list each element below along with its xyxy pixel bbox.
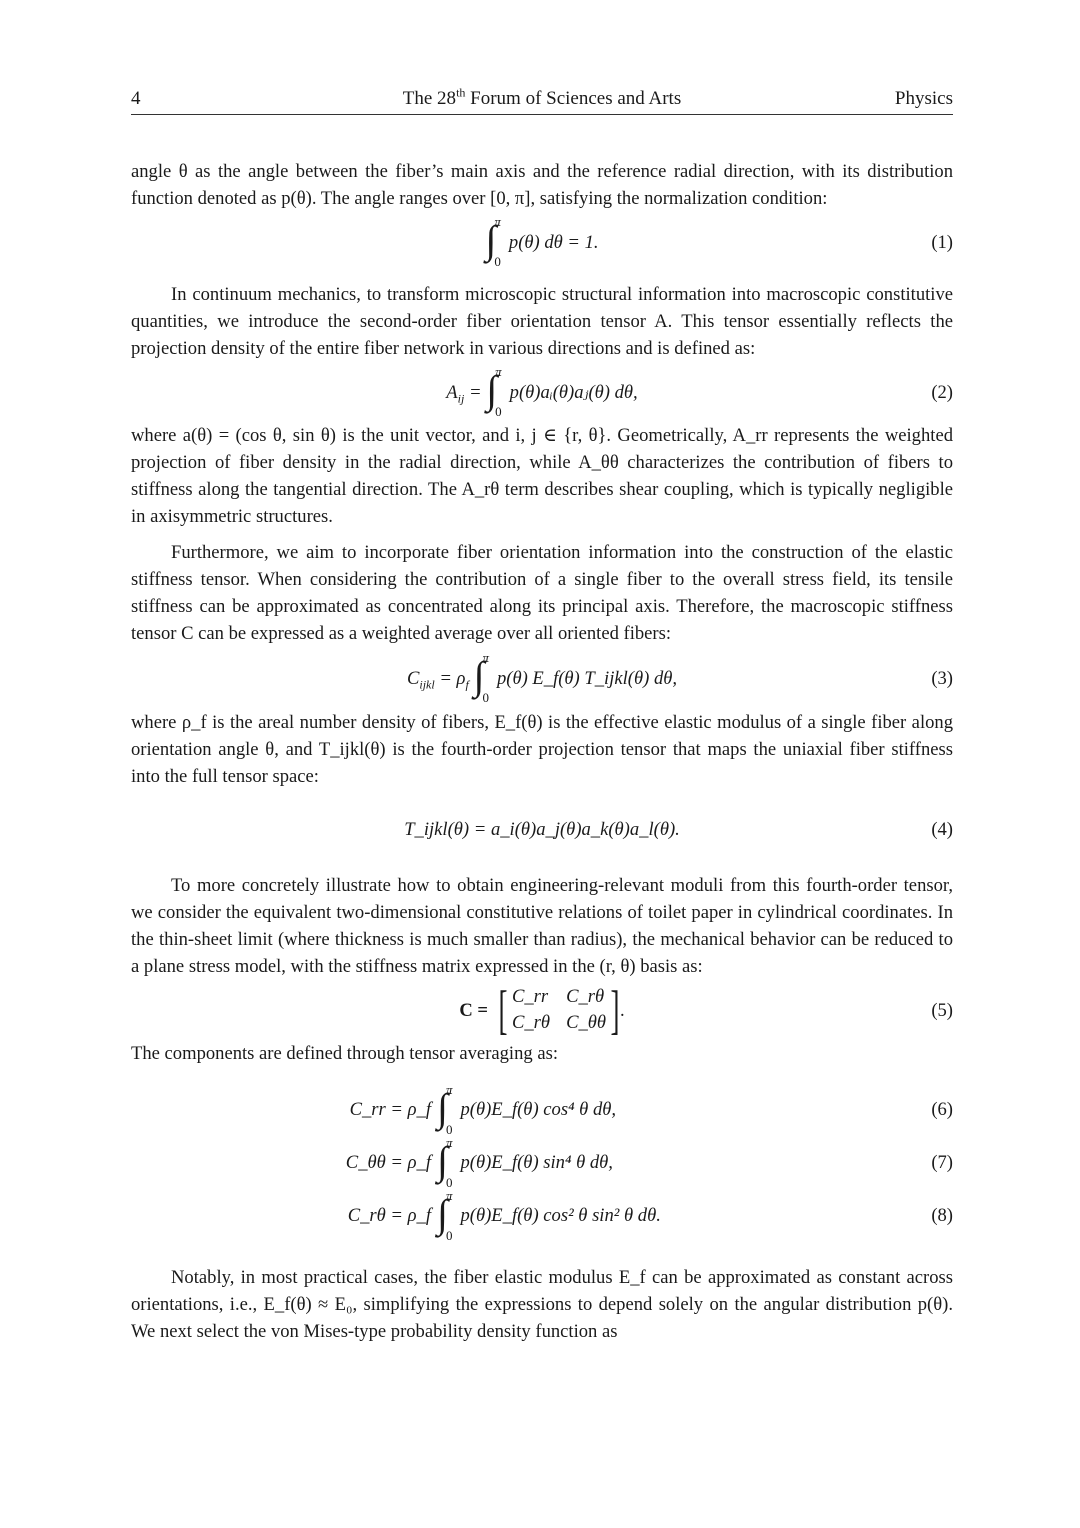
equation-3-lhs: $C_{ijkl} = \rho_f$ xyxy=(406,667,469,692)
upper-limit: π xyxy=(495,364,502,379)
header-section: Physics xyxy=(894,88,953,109)
header-title-sup: th xyxy=(456,85,466,100)
upper-limit: π xyxy=(494,214,501,229)
equation-8 xyxy=(131,1189,953,1242)
paragraph-8: Notably, in most practical cases, the fiber elastic modulus E_f can be approximated as constant across orientations, i.e., E_f(θ) ≈ E₀, simplifying the expressions to depend solely on the angular distribution p(θ). We next select the von Mises-type probability density function as xyxy=(131,1267,953,1342)
upper-limit: π xyxy=(482,650,489,665)
equation-6-body: p(θ)E_f(θ) cos⁴ θ dθ, xyxy=(460,1099,617,1120)
equation-2-body: p(θ)aᵢ(θ)aⱼ(θ) dθ, xyxy=(509,381,638,403)
equation-2 xyxy=(131,362,953,422)
integral-sign: ∫ xyxy=(437,1084,448,1130)
equation-3-lhs-symbol: C xyxy=(406,667,420,689)
header-title-post: Forum of Sciences and Arts xyxy=(465,88,682,109)
equation-3-lhs-sub: ijkl xyxy=(419,677,435,692)
upper-limit: π xyxy=(445,1187,453,1203)
paragraph-5: where ρ_f is the areal number density of fibers, E_f(θ) is the effective elastic modulus of a single fiber along orientation angle θ, and T_ijkl(θ) is the fourth-order projection tensor that maps the uniaxial fiber stiffness into the full tensor space: xyxy=(131,712,953,787)
equation-8-lhs: C_rθ = ρ_f xyxy=(347,1205,431,1226)
right-bracket: ] xyxy=(610,980,620,1040)
integral-sign: ∫ xyxy=(437,1137,448,1183)
equation-3-body: p(θ) E_f(θ) T_ijkl(θ) dθ, xyxy=(496,667,678,689)
paragraph-6: To more concretely illustrate how to obtain engineering-relevant moduli from this fourth-order tensor, we consider the equivalent two-dimensional constitutive relations of toilet paper in cylindrical coordinates. In the thin-sheet limit (where thickness is much smaller than radius), the mechanical behavior can be reduced to a plane stress model, with the stiffness matrix expressed in the (r, θ) basis as: xyxy=(131,875,953,977)
paragraph-1: angle θ as the angle between the fiber’s main axis and the reference radial direction, with its distribution function denoted as p(θ). The angle ranges over [0, π], satisfying the normalization condition: xyxy=(131,161,953,209)
equation-2-lhs: $A_{ij}$ = xyxy=(446,381,487,406)
equation-7-number: (7) xyxy=(931,1152,953,1173)
equation-2-lhs-sub: ij xyxy=(457,391,465,406)
matrix-cell-12: C_rθ xyxy=(566,986,605,1007)
equation-1-body: p(θ) dθ = 1. xyxy=(508,231,599,253)
equation-2-number: (2) xyxy=(931,381,953,403)
equation-3-number: (3) xyxy=(931,667,953,689)
integral-sign: ∫ xyxy=(437,1190,448,1236)
article-body xyxy=(131,158,953,1345)
upper-limit: π xyxy=(445,1081,453,1097)
equation-6-number: (6) xyxy=(931,1099,953,1120)
equation-7-body: p(θ)E_f(θ) sin⁴ θ dθ, xyxy=(460,1152,613,1173)
paragraph-4: Furthermore, we aim to incorporate fiber orientation information into the construction of the elastic stiffness tensor. When considering the contribution of a single fiber to the overall stress field, its tensile stiffness can be approximated as concentrated along its principal axis. Therefore, the macroscopic stiffness tensor C can be expressed as a weighted average over all oriented fibers: xyxy=(131,542,953,644)
equation-7 xyxy=(131,1136,953,1189)
equation-7-lhs: C_θθ = ρ_f xyxy=(345,1152,431,1173)
matrix-cell-21: C_rθ xyxy=(511,1012,551,1033)
lower-limit: 0 xyxy=(445,1121,453,1137)
paragraph-2: In continuum mechanics, to transform microscopic structural information into macroscopic constitutive quantities, we introduce the second-order fiber orientation tensor A. This tensor essentially reflects the projection density of the entire fiber network in various directions and is defined as: xyxy=(131,284,953,359)
matrix-cell-11: C_rr xyxy=(511,986,549,1007)
equation-4-body: T_ijkl(θ) = a_i(θ)a_j(θ)a_k(θ)a_l(θ). xyxy=(404,818,680,840)
equation-5-lhs: C = xyxy=(459,999,488,1021)
left-bracket: [ xyxy=(498,980,508,1040)
equation-3 xyxy=(131,647,953,709)
paragraph-7: The components are defined through tensor averaging as: xyxy=(131,1043,558,1064)
matrix-grid xyxy=(512,984,606,1036)
equation-5 xyxy=(131,980,953,1040)
paragraph-3: where a(θ) = (cos θ, sin θ) is the unit vector, and i, j ∈ {r, θ}. Geometrically, A_rr represents the weighted projection of fiber density in the radial direction, while A_θθ characterizes the contribution of fibers to stiffness along the tangential direction. The A_rθ term describes shear coupling, which is typically negligible in axisymmetric structures. xyxy=(131,425,953,527)
stiffness-matrix: [ C_rr C_rθ C_rθ C_θθ ] . xyxy=(498,980,625,1040)
running-header xyxy=(131,86,953,115)
integral-sign: ∫ xyxy=(486,367,498,412)
upper-limit: π xyxy=(445,1134,453,1150)
equation-5-number: (5) xyxy=(931,999,953,1021)
equation-block-6-8 xyxy=(131,1083,953,1242)
matrix-cell-22: C_θθ xyxy=(566,1012,607,1033)
lower-limit: 0 xyxy=(445,1174,453,1190)
header-title xyxy=(131,85,953,110)
integral-sign: ∫ xyxy=(485,217,497,262)
equation-4-number: (4) xyxy=(931,818,953,840)
equation-6-lhs: C_rr = ρ_f xyxy=(349,1099,431,1120)
equation-1 xyxy=(131,212,953,272)
integral-sign: ∫ xyxy=(473,653,485,698)
equation-2-lhs-symbol: A xyxy=(446,381,458,403)
equation-8-number: (8) xyxy=(931,1205,953,1226)
header-title-pre: The 28 xyxy=(402,88,457,109)
equation-6 xyxy=(131,1083,953,1136)
lower-limit: 0 xyxy=(482,690,489,705)
lower-limit: 0 xyxy=(445,1227,453,1243)
equation-4 xyxy=(131,790,953,868)
equation-1-number: (1) xyxy=(931,231,953,253)
lower-limit: 0 xyxy=(495,404,502,419)
page-number: 4 xyxy=(131,88,141,109)
lower-limit: 0 xyxy=(494,254,501,269)
equation-8-body: p(θ)E_f(θ) cos² θ sin² θ dθ. xyxy=(460,1205,661,1226)
